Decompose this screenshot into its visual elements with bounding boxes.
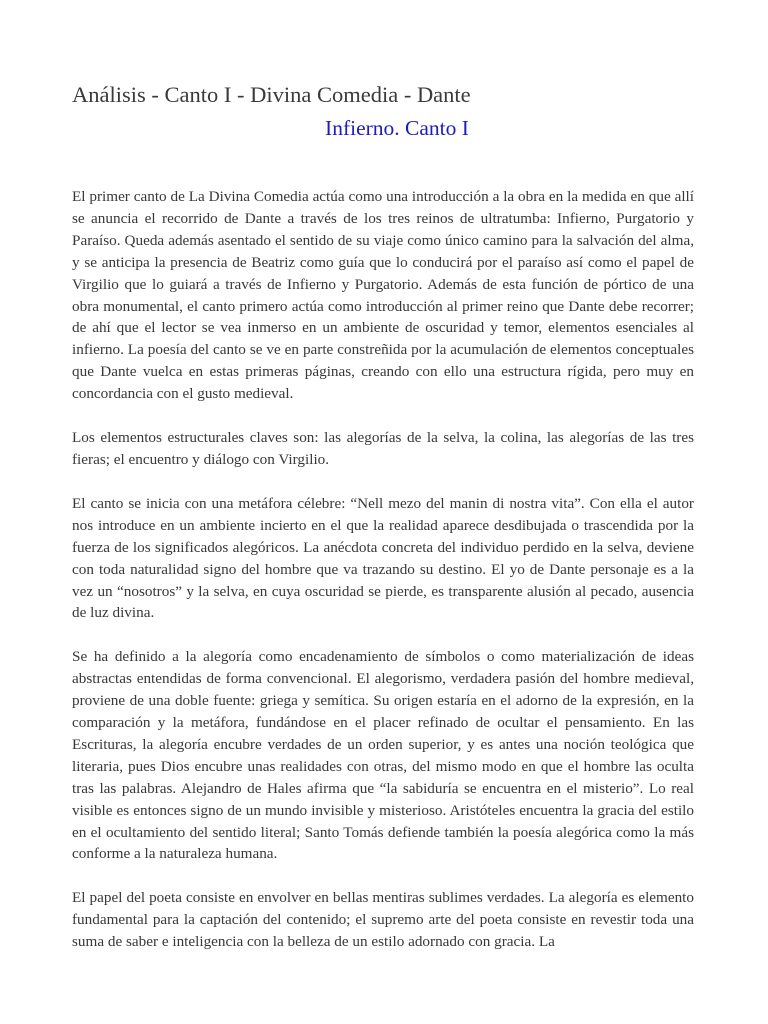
- paragraph-3: El canto se inicia con una metáfora célebre: “Nell mezo del manin di nostra vita”. Con ella el autor nos introduce en un ambiente incierto en el que la realidad aparece desdibujada o trascendida por la fuerza de los significados alegóricos. La anécdota concreta del individuo perdido en la selva, deviene con toda naturalidad signo del hombre que va trazando su destino. El yo de Dante personaje es a la vez un “nosotros” y la selva, en cuya oscuridad se pierde, es transparente alusión al pecado, ausencia de luz divina.: [72, 494, 694, 622]
- document-subtitle: Infierno. Canto I: [325, 116, 469, 140]
- document-page: [72, 78, 694, 975]
- paragraph-2: Los elementos estructurales claves son: las alegorías de la selva, la colina, las alegorías de las tres fieras; el encuentro y diálogo con Virgilio.: [72, 429, 694, 468]
- paragraph-5: El papel del poeta consiste en envolver en bellas mentiras sublimes verdades. La alegoría es elemento fundamental para la captación del contenido; el supremo arte del poeta consiste en revestir toda una suma de saber e inteligencia con la belleza de un estilo adornado con gracia. La: [72, 889, 694, 951]
- document-body: [72, 186, 694, 953]
- paragraph-1: El primer canto de La Divina Comedia actúa como una introducción a la obra en la medida en que allí se anuncia el recorrido de Dante a través de los tres reinos de ultratumba: Infierno, Purgatorio y Paraíso. Queda además asentado el sentido de su viaje como único camino para la salvación del alma, y se anticipa la presencia de Beatriz como guía que lo conducirá por el paraíso así como el papel de Virgilio que lo guiará a través de Infierno y Purgatorio. Además de esta función de pórtico de una obra monumental, el canto primero actúa como introducción al primer reino que Dante debe recorrer; de ahí que el lector se vea inmerso en un ambiente de oscuridad y temor, elementos esenciales al infierno. La poesía del canto se ve en parte constreñida por la acumulación de elementos conceptuales que Dante vuelca en estas primeras páginas, creando con ello una estructura rígida, pero muy en concordancia con el gusto medieval.: [72, 188, 694, 403]
- paragraph-4: Se ha definido a la alegoría como encadenamiento de símbolos o como materialización de ideas abstractas entendidas de forma convencional. El alegorismo, verdadera pasión del hombre medieval, proviene de una doble fuente: griega y semítica. Su origen estaría en el adorno de la expresión, en la comparación y la metáfora, fundándose en el placer refinado de ocultar el pensamiento. En las Escrituras, la alegoría encubre verdades de un orden superior, y es antes una noción teológica que literaria, pues Dios encubre unas realidades con otras, del mismo modo en que el hombre las oculta tras las palabras. Alejandro de Hales afirma que “la sabiduría se encuentra en el misterio”. Lo real visible es entonces signo de un mundo invisible y misterioso. Aristóteles encuentra la gracia del estilo en el ocultamiento del sentido literal; Santo Tomás defiende también la poesía alegórica como la más conforme a la naturaleza humana.: [72, 648, 694, 863]
- document-title: Análisis - Canto I - Divina Comedia - Dante: [72, 82, 471, 107]
